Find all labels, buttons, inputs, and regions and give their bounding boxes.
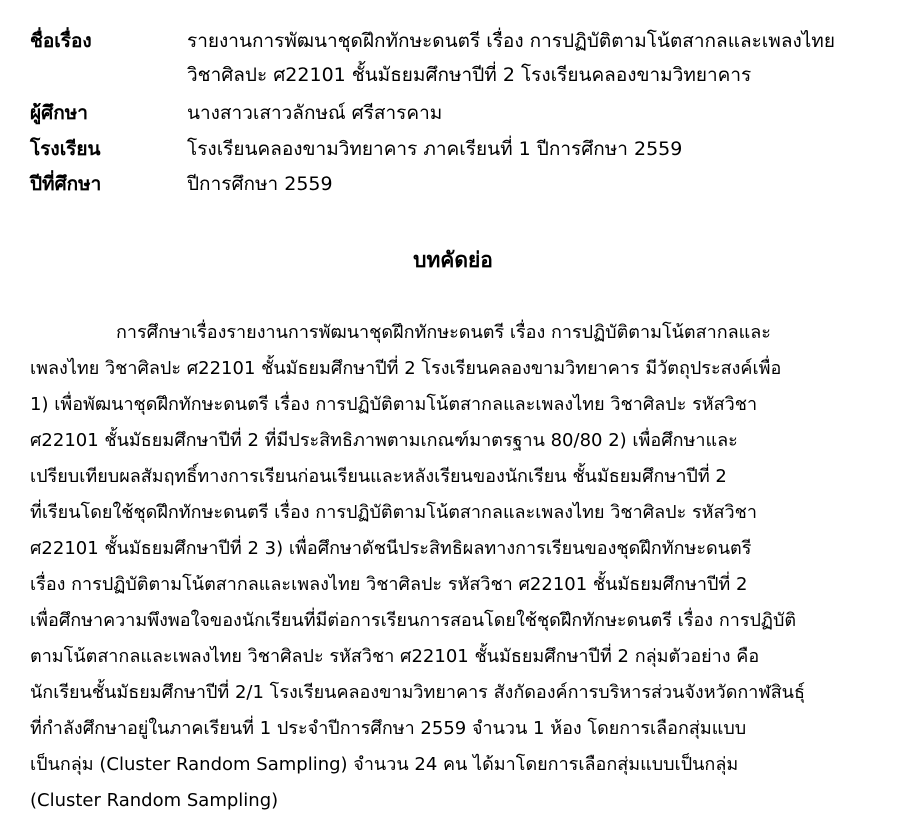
title-line: วิชาศิลปะ ศ22101 ชั้นมัธยมศึกษาปีที่ 2 โรงเรียนคลองขามวิทยาคาร [187,64,752,86]
year-value: ปีการศึกษา 2559 [187,173,333,195]
author-value: นางสาวเสาวลักษณ์ ศรีสารคาม [187,102,443,124]
abstract-line: ศ22101 ชั้นมัธยมศึกษาปีที่ 2 3) เพื่อศึกษาดัชนีประสิทธิผลทางการเรียนของชุดฝึกทักษะดนตรี [30,538,752,559]
abstract-line: การศึกษาเรื่องรายงานการพัฒนาชุดฝึกทักษะดนตรี เรื่อง การปฏิบัติตามโน้ตสากลและ [116,322,771,343]
year-label: ปีที่ศึกษา [30,173,102,195]
title-label: ชื่อเรื่อง [30,30,92,52]
abstract-line: เพลงไทย วิชาศิลปะ ศ22101 ชั้นมัธยมศึกษาปีที่ 2 โรงเรียนคลองขามวิทยาคาร มีวัตถุประสงค์เพื่อ [30,358,782,379]
school-value: โรงเรียนคลองขามวิทยาคาร ภาคเรียนที่ 1 ปีการศึกษา 2559 [187,138,683,160]
abstract-line: 1) เพื่อพัฒนาชุดฝึกทักษะดนตรี เรื่อง การปฏิบัติตามโน้ตสากลและเพลงไทย วิชาศิลปะ รหัสวิชา [30,394,758,415]
title-value [187,24,835,92]
author-label: ผู้ศึกษา [30,102,88,124]
abstract-line: นักเรียนชั้นมัธยมศึกษาปีที่ 2/1 โรงเรียนคลองขามวิทยาคาร สังกัดองค์การบริหารส่วนจังหวัดกาฬสินธุ์ [30,682,805,703]
school-label: โรงเรียน [30,138,101,160]
abstract-line: เรื่อง การปฏิบัติตามโน้ตสากลและเพลงไทย วิชาศิลปะ รหัสวิชา ศ22101 ชั้นมัธยมศึกษาปีที่ 2 [30,574,748,595]
abstract-line: ที่กำลังศึกษาอยู่ในภาคเรียนที่ 1 ประจำปีการศึกษา 2559 จำนวน 1 ห้อง โดยการเลือกสุ่มแบบ [30,718,747,739]
abstract-line: เปรียบเทียบผลสัมฤทธิ์ทางการเรียนก่อนเรียนและหลังเรียนของนักเรียน ชั้นมัธยมศึกษาปีที่ 2 [30,466,727,487]
abstract-line: เป็นกลุ่ม (Cluster Random Sampling) จำนวน 24 คน ได้มาโดยการเลือกสุ่มแบบเป็นกลุ่ม [30,754,739,775]
abstract-line: (Cluster Random Sampling) [30,790,279,811]
abstract-heading: บทคัดย่อ [413,248,493,272]
abstract-line: ตามโน้ตสากลและเพลงไทย วิชาศิลปะ รหัสวิชา ศ22101 ชั้นมัธยมศึกษาปีที่ 2 กลุ่มตัวอย่าง คือ [30,646,760,667]
title-line: รายงานการพัฒนาชุดฝึกทักษะดนตรี เรื่อง การปฏิบัติตามโน้ตสากลและเพลงไทย [187,30,835,52]
abstract-line: ที่เรียนโดยใช้ชุดฝึกทักษะดนตรี เรื่อง การปฏิบัติตามโน้ตสากลและเพลงไทย วิชาศิลปะ รหัสวิชา [30,502,757,523]
abstract-line: ศ22101 ชั้นมัธยมศึกษาปีที่ 2 ที่มีประสิทธิภาพตามเกณฑ์มาตรฐาน 80/80 2) เพื่อศึกษาและ [30,430,738,451]
abstract-line: เพื่อศึกษาความพึงพอใจของนักเรียนที่มีต่อการเรียนการสอนโดยใช้ชุดฝึกทักษะดนตรี เรื่อง การปฏิบัติ [30,610,797,631]
